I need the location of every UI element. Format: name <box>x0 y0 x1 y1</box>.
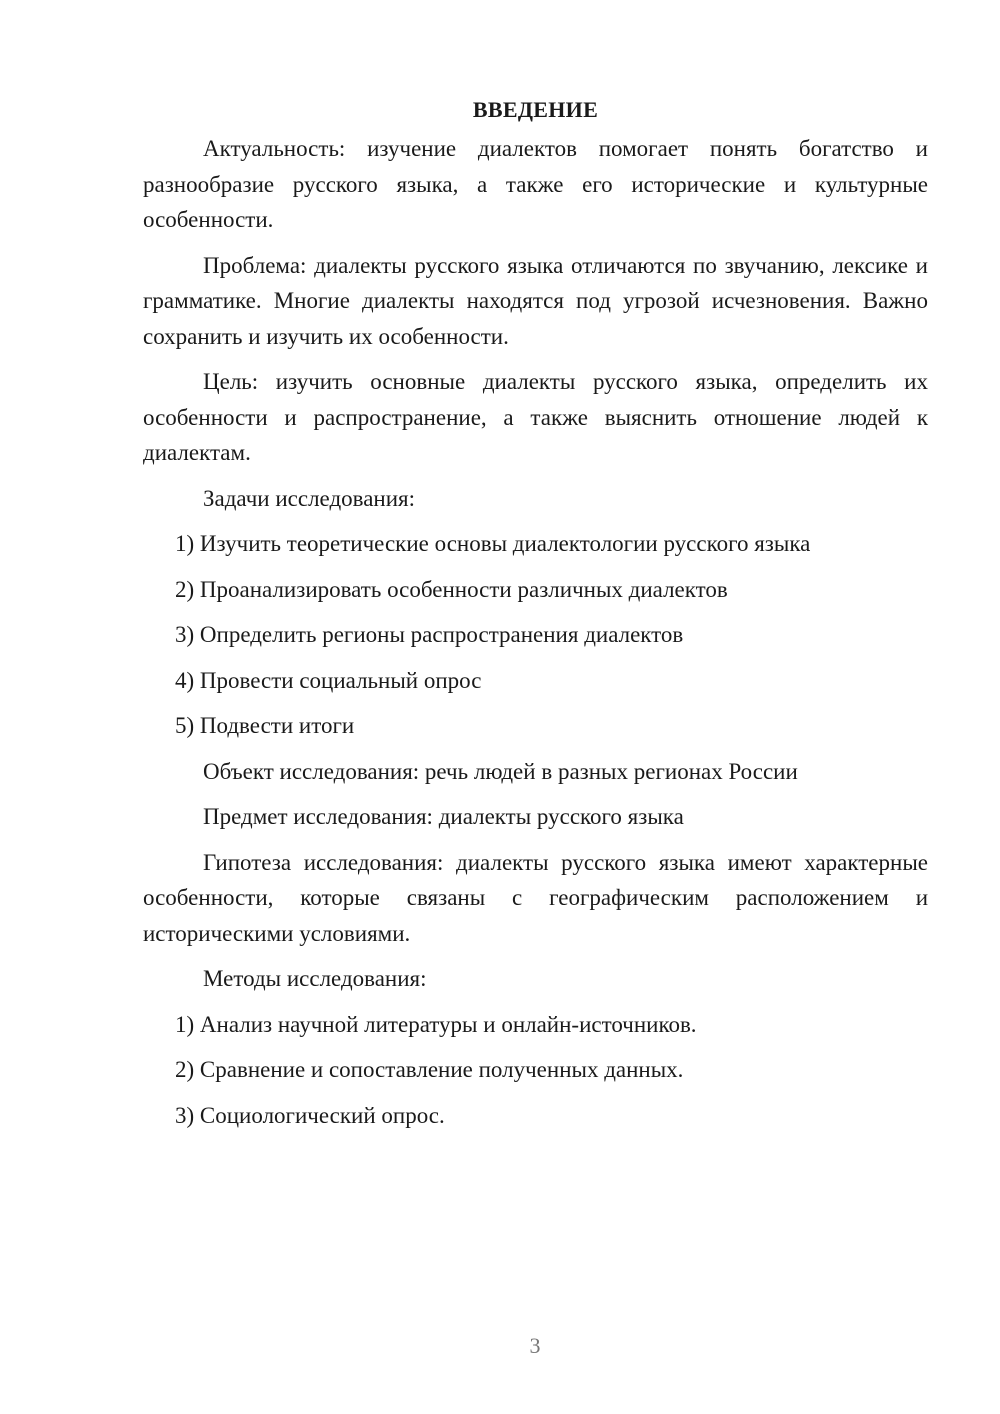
tasks-heading: Задачи исследования: <box>203 485 416 511</box>
list-item: 3) Определить регионы распространения диалектов <box>175 622 684 647</box>
list-item: 3) Социологический опрос. <box>175 1102 445 1128</box>
subject-line: Предмет исследования: диалекты русского языка <box>203 804 684 829</box>
list-item: 2) Сравнение и сопоставление полученных данных. <box>175 1057 684 1082</box>
list-item: 1) Анализ научной литературы и онлайн-источников. <box>175 1011 697 1037</box>
relevance-paragraph: Актуальность: изучение диалектов помогает понять богатство и разнообразие русского языка, а также его исторические и культурные особенности. <box>143 136 928 232</box>
problem-paragraph: Проблема: диалекты русского языка отличаются по звучанию, лексике и грамматике. Многие диалекты находятся под угрозой исчезновения. Важно сохранить и изучить их особенности. <box>143 252 928 349</box>
list-item: 4) Провести социальный опрос <box>175 667 482 693</box>
hypothesis-paragraph: Гипотеза исследования: диалекты русского языка имеют характерные особенности, которые связаны с географическим расположением и историческими условиями. <box>143 849 928 946</box>
object-line: Объект исследования: речь людей в разных регионах России <box>203 758 798 784</box>
section-title: ВВЕДЕНИЕ <box>472 97 599 122</box>
list-item: 5) Подвести итоги <box>175 713 355 738</box>
list-item: 1) Изучить теоретические основы диалектологии русского языка <box>175 531 811 556</box>
goal-paragraph: Цель: изучить основные диалекты русского языка, определить их особенности и распространение, а также выяснить отношение людей к диалектам. <box>143 369 928 465</box>
methods-heading: Методы исследования: <box>203 966 427 991</box>
methods-list <box>143 1007 928 1134</box>
tasks-list <box>143 526 928 744</box>
page-content <box>143 95 928 1143</box>
list-item: 2) Проанализировать особенности различных диалектов <box>175 576 728 602</box>
page-number: 3 <box>529 1333 541 1358</box>
